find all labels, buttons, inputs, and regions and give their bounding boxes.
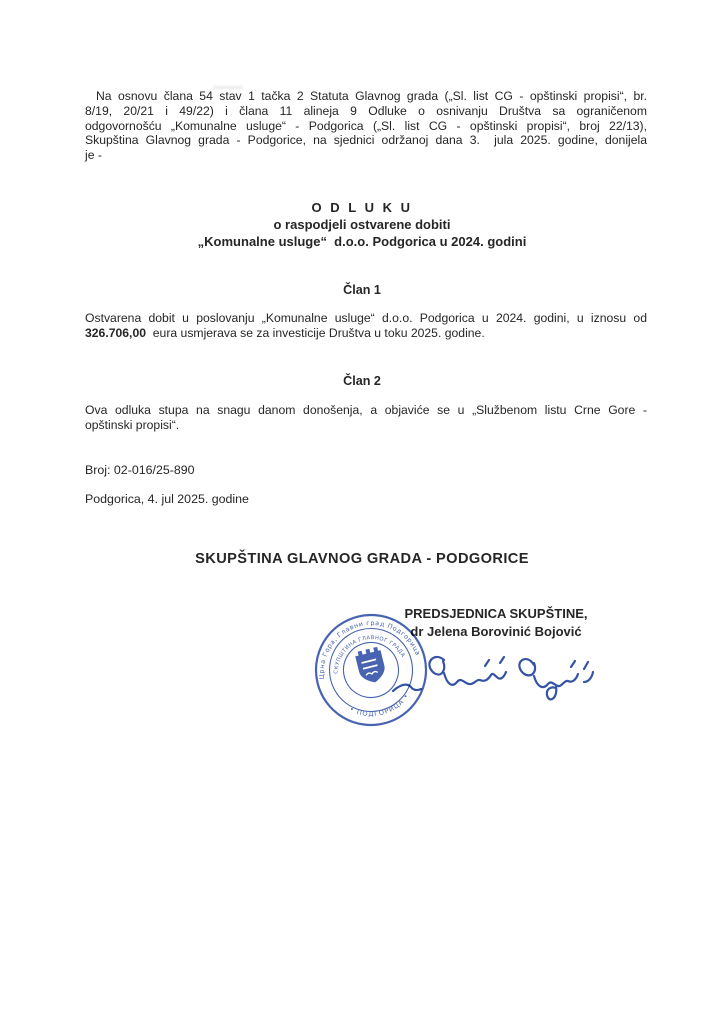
title-line-1: O D L U K U — [311, 200, 413, 215]
profit-amount: 326.706,00 — [85, 325, 146, 340]
intro-line: Na osnovu člana 54 stav 1 tačka 2 Statuta Glavnog grada („Sl. list CG - opštinski propisi“, br. — [96, 89, 647, 103]
article-2-paragraph — [85, 403, 647, 433]
issuer-name: SKUPŠTINA GLAVNOG GRADA - PODGORICE — [195, 551, 529, 567]
intro-paragraph — [85, 89, 647, 163]
intro-line: 8/19, 20/21 i 49/22) i člana 11 alineja 9 Odluke o osnivanju Društva sa ograničenom — [85, 103, 647, 118]
stamp-bottom-text: • ПОДГОРИЦА • — [348, 691, 411, 719]
stamp-outer-text: Црна Гора, Главни град Подгорица — [317, 618, 423, 680]
signatory-title: PREDSJEDNICA SKUPŠTINE, — [404, 606, 588, 621]
handwritten-signature — [388, 640, 620, 720]
intro-line: Skupština Glavnog grada - Podgorice, na sjednici održanoj dana 3. jula 2025. godine, donijela — [85, 133, 647, 148]
coat-of-arms-icon — [354, 646, 387, 685]
place-and-date: Podgorica, 4. jul 2025. godine — [85, 492, 249, 506]
signature-icon — [388, 640, 620, 720]
reference-number: Broj: 02-016/25-890 — [85, 463, 195, 477]
title-line-2: o raspodjeli ostvarene dobiti — [273, 216, 451, 232]
decision-title-block — [0, 200, 724, 250]
intro-line: je - — [85, 148, 102, 163]
stamp-inner-text: СКУПШТИНА ГЛАВНОГ ГРАДА — [333, 635, 406, 674]
intro-line: odgovornošću „Komunalne usluge“ - Podgorica („Sl. list CG - opštinski propisi“, broj 22/13), — [85, 118, 647, 133]
article-2-heading: Član 2 — [343, 374, 381, 388]
article-2-line: opštinski propisi“. — [85, 417, 180, 432]
article-1-line: eura usmjerava se za investicije Društva u toku 2025. godine. — [146, 325, 485, 340]
title-line-3: „Komunalne usluge“ d.o.o. Podgorica u 2024. godini — [197, 233, 527, 249]
signatory-name: dr Jelena Borovinić Bojović — [410, 623, 582, 639]
article-2-line: Ova odluka stupa na snagu danom donošenja, a objaviće se u „Službenom listu Crne Gore - — [85, 403, 647, 417]
article-1-line: Ostvarena dobit u poslovanju „Komunalne usluge“ d.o.o. Podgorica u 2024. godini, u iznosu od — [85, 311, 647, 325]
article-1-paragraph — [85, 311, 647, 341]
article-1-heading: Član 1 — [343, 283, 381, 297]
